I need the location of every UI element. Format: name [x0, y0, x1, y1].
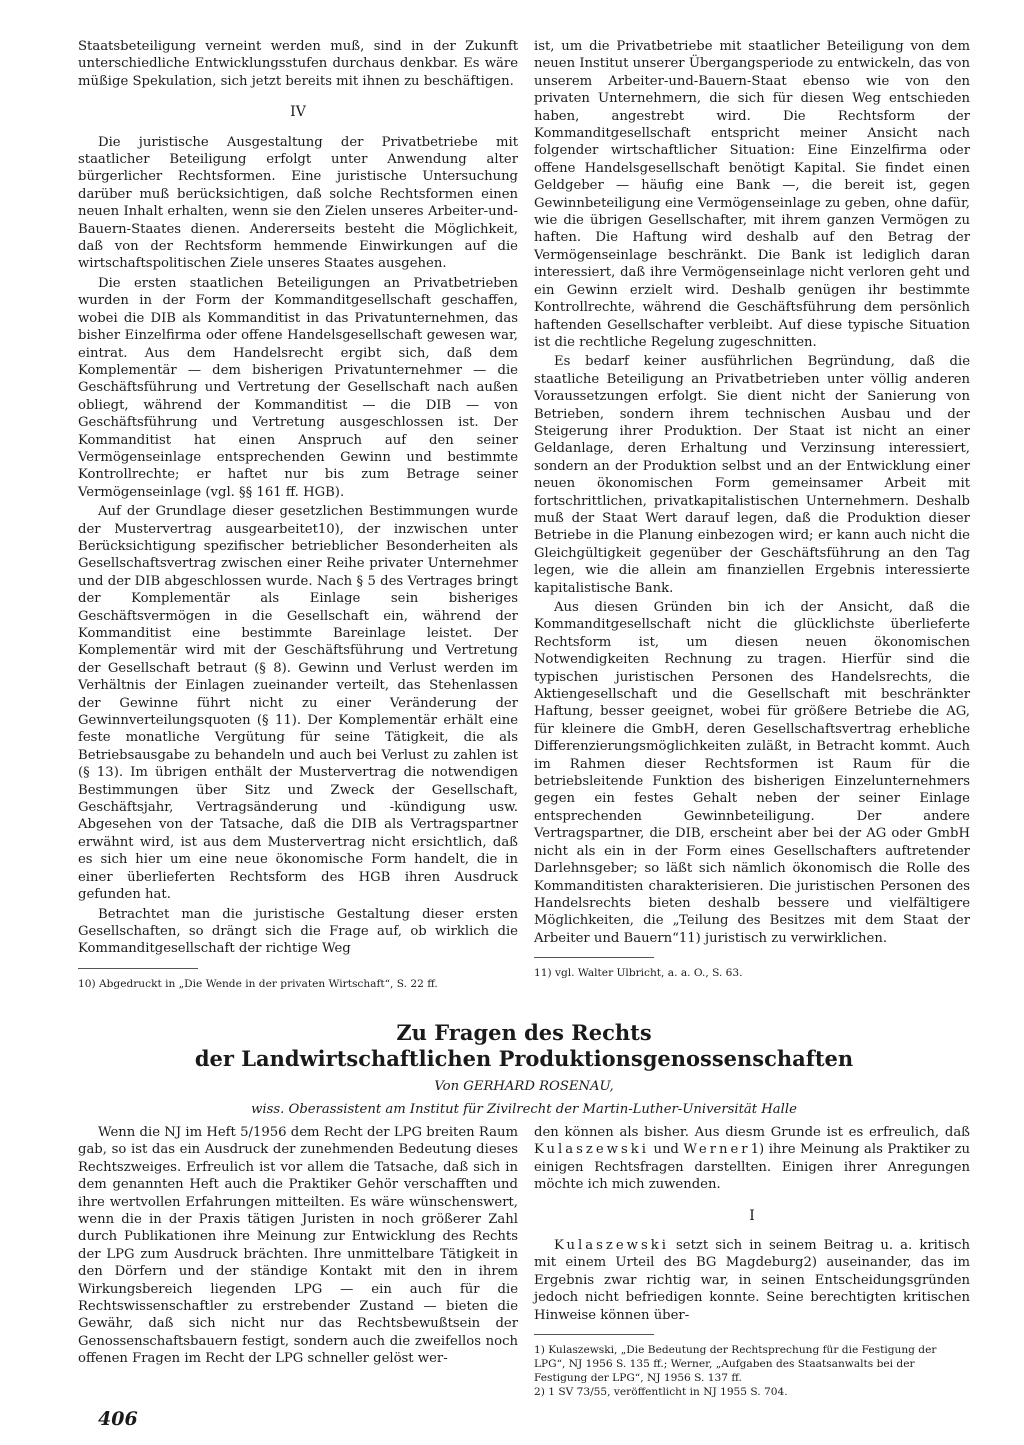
paragraph: Aus diesen Gründen bin ich der Ansicht, daß die Kommanditgesellschaft nicht die glücklichste überlieferte Rechtsform ist, um diesen neuen ökonomischen Notwendigkeiten Rechnung zu tragen. Hierfür sind die typischen juristischen Personen des Handelsrechts, die Aktiengesellschaft und die Gesellschaft mit beschränkter Haftung, besser geeignet, wobei für größere Betriebe die AG, für kleinere die GmbH, deren Gesellschaftsvertrag erhebliche Differenzierungsmöglichkeiten zuläßt, in Betracht kommt. Auch im Rahmen dieser Rechtsformen ist Raum für die betriebsleitende Funktion des bisherigen Einzelunternehmers gegen ein festes Gehalt neben der seiner Einlage entsprechenden Gewinnbeteiligung. Der andere Vertragspartner, die DIB, erscheint aber bei der AG oder GmbH nicht als ein in der Form eines Gesellschafters auftretender Darlehnsgeber; so läßt sich nämlich ökonomisch die Rolle des Kommanditisten charakterisieren. Die juristischen Personen des Handelsrechts bieten deshalb bessere und vielfältigere Möglichkeiten, die „Teilung des Besitzes mit dem Staat der Arbeiter und Bauern“11) juristisch zu verwirklichen.	[534, 600, 970, 946]
paragraph	[534, 1237, 970, 1324]
article-title-line-1: Zu Fragen des Rechts	[396, 1020, 652, 1045]
bottom-right-column	[534, 1124, 970, 1399]
author-ref-werner: Werner	[683, 1142, 751, 1158]
paragraph: Betrachtet man die juristische Gestaltung dieser ersten Gesellschaften, so drängt sich die Frage auf, ob wirklich die Kommanditgesellschaft der richtige Weg	[78, 906, 518, 957]
top-right-column	[534, 38, 970, 980]
text-run: 1) ihre Meinung als Praktiker zu einigen Rechtsfragen darstellten. Einigen ihrer Anregungen möchte ich mich zuwenden.	[534, 1142, 971, 1193]
page-number: 406	[98, 1408, 138, 1430]
article-header	[78, 1020, 970, 1118]
section-heading-i: I	[749, 1207, 755, 1224]
paragraph: Die juristische Ausgestaltung der Privatbetriebe mit staatlicher Beteiligung erfolgt unter Anwendung alter bürgerlicher Rechtsformen. Eine juristische Untersuchung darüber muß berücksichtigen, daß solche Rechtsformen einen neuen Inhalt erhalten, wenn sie den Zielen unseres Arbeiter-und-Bauern-Staates dienen. Andererseits besteht die Möglichkeit, daß von der Rechtsform hemmende Einwirkungen auf die wirtschaftspolitischen Ziele unseres Staates ausgehen.	[78, 134, 518, 272]
paragraph: Staatsbeteiligung verneint werden muß, sind in der Zukunft unterschiedliche Entwicklungsstufen durchaus denkbar. Es wäre müßige Spekulation, sich jetzt bereits mit ihnen zu beschäftigen.	[78, 39, 518, 89]
text-run: den können als bisher. Aus diesm Grunde ist es erfreulich, daß	[534, 1125, 970, 1140]
paragraph: Wenn die NJ im Heft 5/1956 dem Recht der LPG breiten Raum gab, so ist das ein Ausdruck der zunehmenden Bedeutung dieses Rechtszweiges. Erfreulich ist vor allem die Tatsache, daß sich in dem genannten Heft auch die Praktiker Gehör verschafften und ihre wertvollen Erfahrungen mitteilten. Es wäre wünschenswert, wenn die in der Praxis tätigen Juristen in noch größerer Zahl durch Publikationen ihre Meinung zur Entwicklung des Rechts der LPG zum Ausdruck brächten. Ihre unmittelbare Tätigkeit in den Dörfern und der ständige Kontakt mit den in ihrem Wirkungsbereich liegenden LPG — ein auch für die Rechtswissenschaftler zu erstrebender Zustand — bieten die Gewähr, daß sich nicht nur das Rechtsbewußtsein der Genossenschaftsbauern festigt, sondern auch die zweifellos noch offenen Fragen im Recht der LPG schneller gelöst wer-	[78, 1125, 518, 1367]
footnote-divider	[534, 957, 654, 958]
footnote-1: 1) Kulaszewski, „Die Bedeutung der Rechtsprechung für die Festigung der LPG“, NJ 1956 S. 135 ff.; Werner, „Aufgaben des Staatsanwalts bei der Festigung der LPG“, NJ 1956 S. 137 ff.	[534, 1344, 937, 1385]
article-title-line-2: der Landwirtschaftlichen Produktionsgenossenschaften	[194, 1046, 854, 1071]
section-heading-iv: IV	[290, 104, 306, 121]
paragraph: ist, um die Privatbetriebe mit staatlicher Beteiligung von dem neuen Institut unserer Übergangsperiode zu entwickeln, das von unserem Arbeiter-und-Bauern-Staat ebenso wie von den privaten Unternehmern, die sich für diesen Weg entschieden haben, angestrebt wird. Die Rechtsform der Kommanditgesellschaft entspricht meiner Ansicht nach folgender wirtschaftlicher Situation: Eine Einzelfirma oder offene Handelsgesellschaft benötigt Kapital. Sie findet einen Geldgeber — häufig eine Bank —, die bereit ist, gegen Gewinnbeteiligung eine Vermögenseinlage zu geben, ohne dafür, wie die übrigen Gesellschafter, mit ihrem ganzen Vermögen zu haften. Die Haftung wird deshalb auf den Betrag der Vermögenseinlage beschränkt. Die Bank ist lediglich daran interessiert, daß ihre Vermögenseinlage nicht verloren geht und ein Gewinn erzielt wird. Deshalb genügen ihr bestimmte Kontrollrechte, während die Geschäftsführung dem persönlich haftenden Gesellschafter verbleibt. Auf diese typische Situation ist die rechtliche Regelung zugeschnitten.	[534, 39, 970, 350]
paragraph: Es bedarf keiner ausführlichen Begründung, daß die staatliche Beteiligung an Privatbetrieben unter völlig anderen Voraussetzungen erfolgt. Sie dient nicht der Sanierung von Betrieben, sondern ihrem technischen Ausbau und der Steigerung ihrer Produktion. Der Staat ist nicht an einer Geldanlage, deren Erhaltung und Verzinsung interessiert, sondern an der Produktion selbst und an der Entwicklung einer neuen ökonomischen Form gemeinsamer Arbeit mit fortschrittlichen, privatkapitalistischen Unternehmern. Deshalb muß der Staat Wert darauf legen, daß die Produktion dieser Betriebe in die Planung einbezogen wird; er kann auch nicht die Gleichgültigkeit gegenüber der Geschäftsführung an den Tag legen, wie die allein am finanziellen Ergebnis interessierte kapitalistische Bank.	[534, 354, 970, 596]
footnote-2: 2) 1 SV 73/55, veröffentlicht in NJ 1955 S. 704.	[534, 1386, 788, 1399]
text-run: und	[648, 1142, 684, 1158]
paragraph	[534, 1124, 970, 1194]
text-run: setzt sich in seinem Beitrag u. a. kritisch mit einem Urteil des BG Magdeburg2) auseinander, das im Ergebnis zwar richtig war, in seinen Entscheidungsgründen jedoch nicht befriedigen konnte. Seine berechtigten kritischen Hinweise können über-	[534, 1238, 970, 1323]
author-affiliation: wiss. Oberassistent am Institut für Zivilrecht der Martin-Luther-Universität Halle	[251, 1102, 797, 1117]
author-ref-kulaszewski: Kulaszewski	[554, 1238, 669, 1254]
author-ref-kulaszewski: Kulaszewski	[534, 1142, 649, 1158]
paragraph: Die ersten staatlichen Beteiligungen an Privatbetrieben wurden in der Form der Kommanditgesellschaft geschaffen, wobei die DIB als Kommanditist in das Privatunternehmen, das bisher Einzelfirma oder offene Handelsgesellschaft gewesen war, eintrat. Aus dem Handelsrecht ergibt sich, daß dem Komplementär — dem bisherigen Privatunternehmer — die Geschäftsführung und Vertretung der Gesellschaft nach außen obliegt, während der Kommanditist — die DIB — von Geschäftsführung und Vertretung ausgeschlossen ist. Der Kommanditist hat einen Anspruch auf den seiner Vermögenseinlage entsprechenden Gewinn und bestimmte Kontrollrechte; er haftet nur bis zum Betrage seiner Vermögenseinlage (vgl. §§ 161 ff. HGB).	[78, 275, 518, 500]
bottom-left-column	[78, 1124, 518, 1368]
footnote-10: 10) Abgedruckt in „Die Wende in der privaten Wirtschaft“, S. 22 ff.	[78, 977, 438, 990]
footnote-divider	[534, 1334, 654, 1335]
top-left-column	[78, 38, 518, 991]
footnote-divider	[78, 968, 198, 969]
paragraph: Auf der Grundlage dieser gesetzlichen Bestimmungen wurde der Mustervertrag ausgearbeitet10), der inzwischen unter Berücksichtigung spezifischer betrieblicher Besonderheiten als Gesellschaftsvertrag zwischen einer Reihe privater Unternehmer und der DIB abgeschlossen wurde. Nach § 5 des Vertrages bringt der Komplementär als Einlage sein bisheriges Geschäftsvermögen in die Gesellschaft ein, während der Kommanditist eine bestimmte Bareinlage leistet. Der Komplementär wird mit der Geschäftsführung und Vertretung der Gesellschaft betraut (§ 8). Gewinn und Verlust werden im Verhältnis der Einlagen zueinander verteilt, das Stehenlassen der Gewinne führt nicht zu einer Veränderung der Gewinnverteilungsquoten (§ 11). Der Komplementär erhält eine feste monatliche Vergütung für seine Tätigkeit, die als Betriebsausgabe zu behandeln und auch bei Verlust zu zahlen ist (§ 13). Im übrigen enthält der Mustervertrag die notwendigen Bestimmungen über Sitz und Zweck der Gesellschaft, Geschäftsjahr, Vertragsänderung und -kündigung usw. Abgesehen von der Tatsache, daß die DIB als Vertragspartner erwähnt wird, ist aus dem Mustervertrag nicht ersichtlich, daß es sich hier um eine neue ökonomische Form handelt, die in einer überlieferten Rechtsform des HGB ihren Ausdruck gefunden hat.	[78, 504, 518, 903]
footnote-11: 11) vgl. Walter Ulbricht, a. a. O., S. 63.	[534, 967, 743, 980]
author-name: Von GERHARD ROSENAU,	[434, 1079, 614, 1094]
